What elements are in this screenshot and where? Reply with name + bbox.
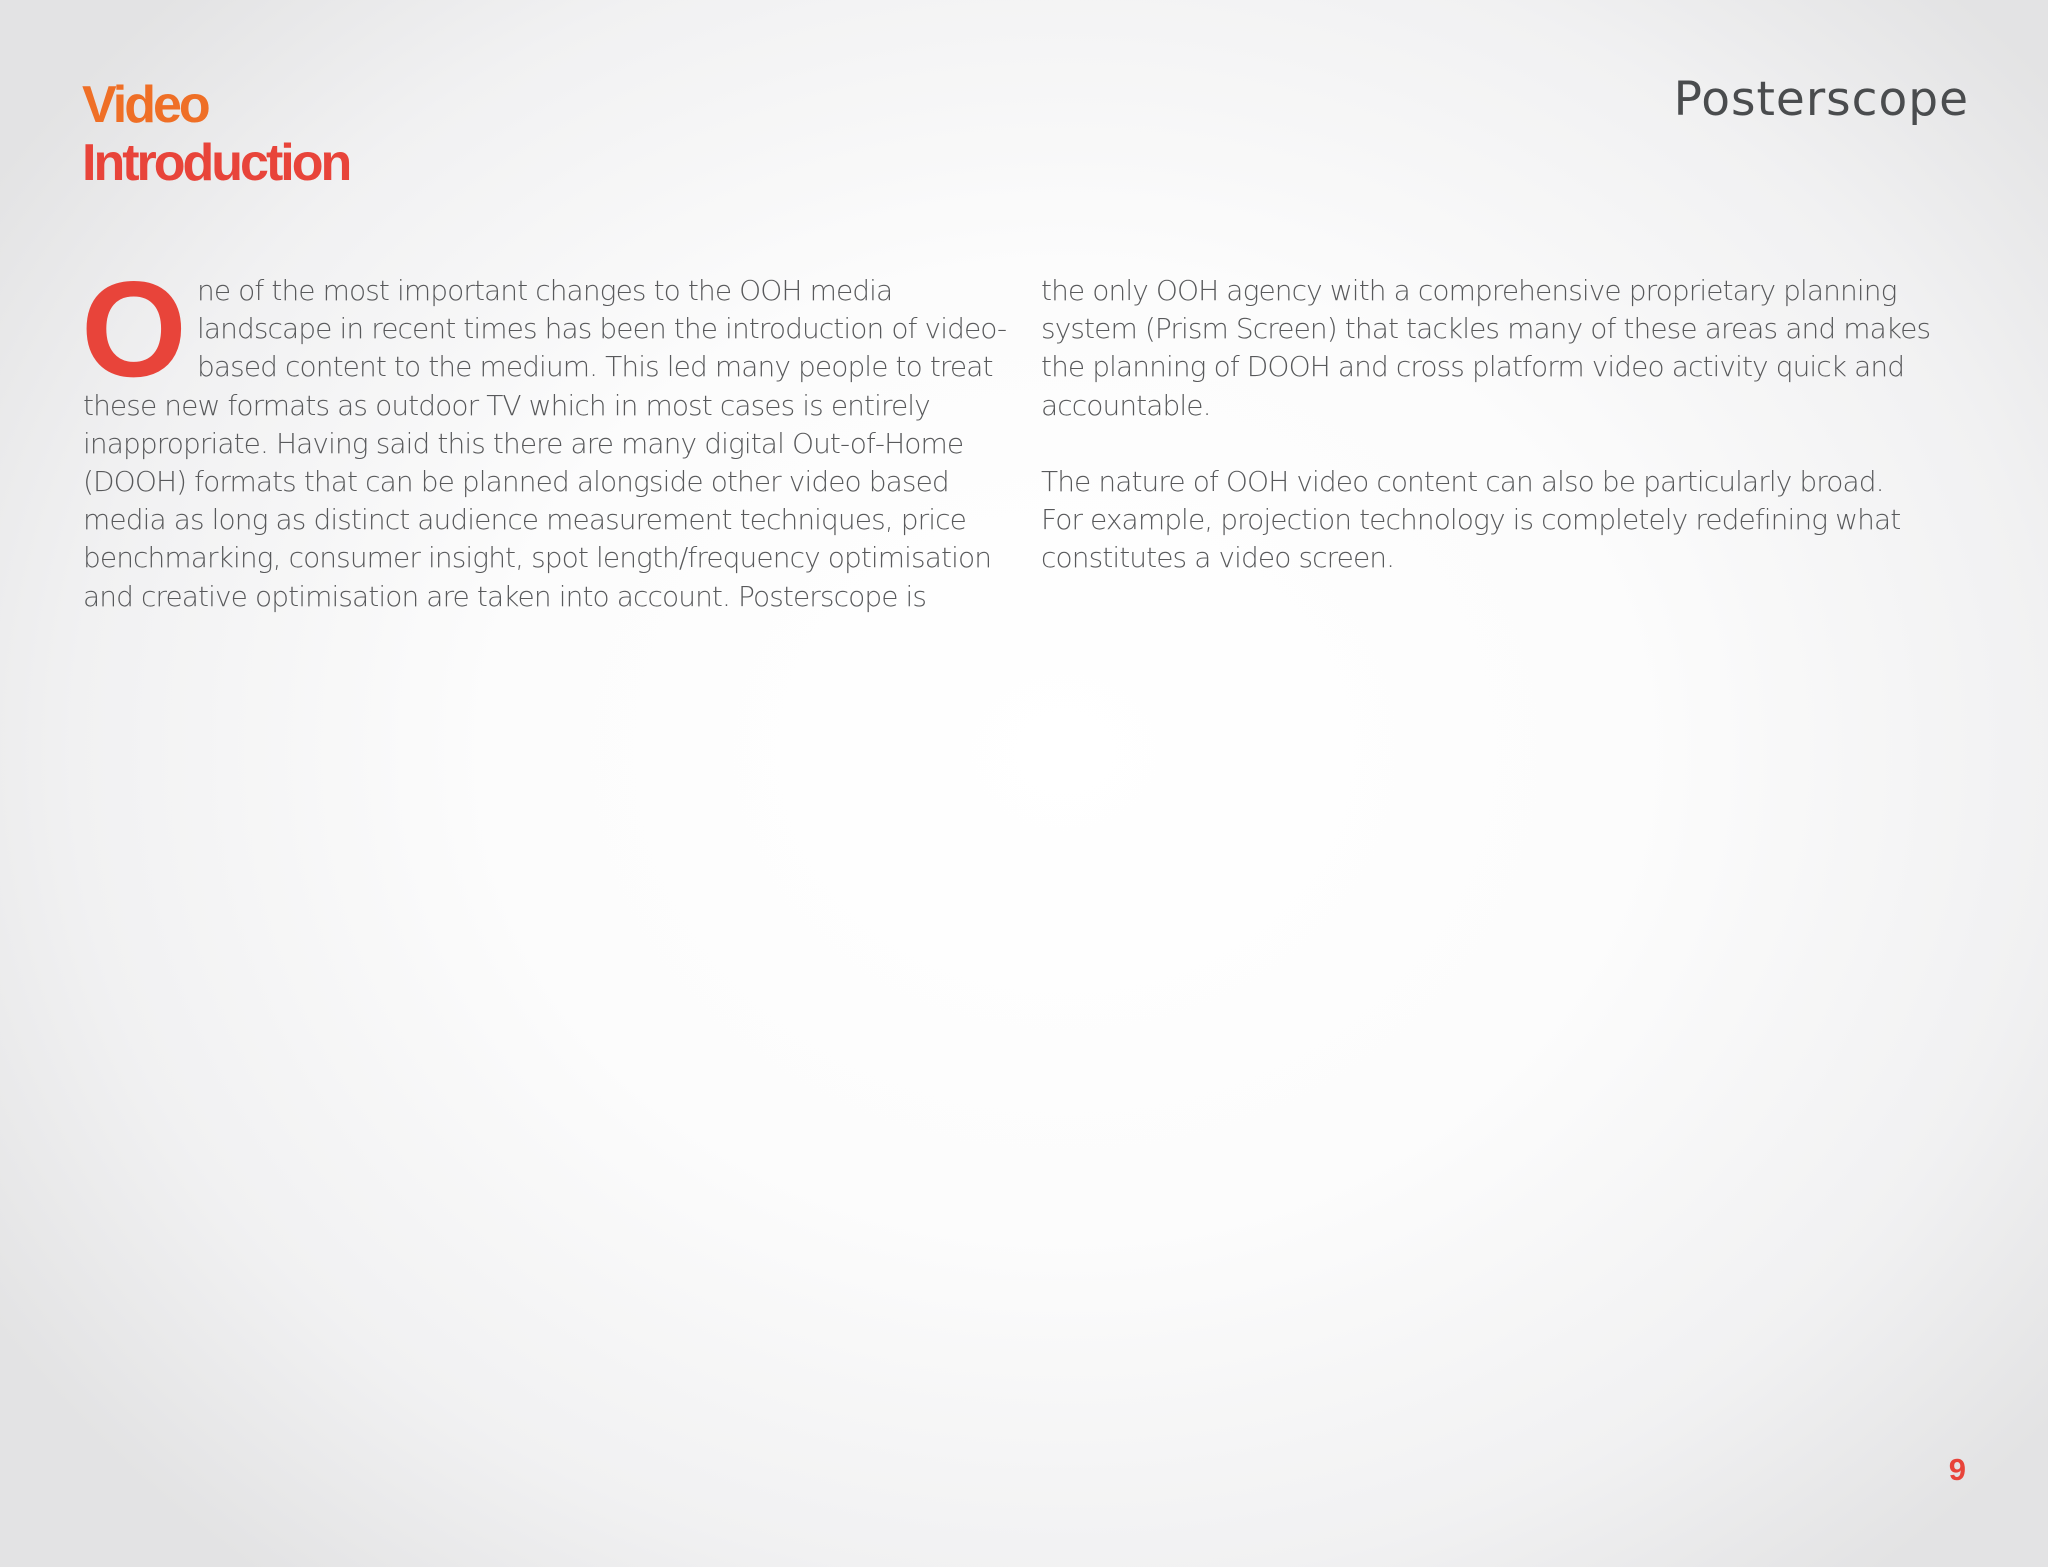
title-line-video: Video — [82, 76, 208, 134]
left-column — [81, 253, 1013, 616]
text-line: the planning of DOOH and cross platform video activity quick and — [1041, 350, 1905, 384]
right-column — [1041, 272, 1961, 578]
text-line: media as long as distinct audience measurement techniques, price — [83, 503, 966, 537]
text-line: landscape in recent times has been the introduction of video- — [197, 312, 1007, 346]
intro-paragraph — [81, 253, 1013, 616]
text-line: For example, projection technology is completely redefining what — [1041, 503, 1901, 537]
text-line: accountable. — [1041, 388, 1211, 422]
text-line: and creative optimisation are taken into account. Posterscope is — [83, 579, 927, 613]
text-line: based content to the medium. This led many people to treat — [197, 350, 993, 384]
page-number: 9 — [1948, 1452, 1966, 1487]
title-line-introduction: Introduction — [82, 134, 350, 192]
text-line: benchmarking, consumer insight, spot length/frequency optimisation — [83, 541, 992, 575]
drop-cap: O — [81, 253, 187, 405]
brand-logo-text: Posterscope — [1673, 72, 1969, 127]
text-line: inappropriate. Having said this there are many digital Out-of-Home — [83, 426, 964, 460]
text-line: system (Prism Screen) that tackles many of these areas and makes — [1041, 312, 1931, 346]
text-line: these new formats as outdoor TV which in most cases is entirely — [83, 388, 930, 422]
text-line: ne of the most important changes to the OOH media — [197, 274, 893, 307]
video-content-paragraph — [1041, 463, 1961, 578]
page-title — [82, 76, 349, 192]
text-line: the only OOH agency with a comprehensive proprietary planning — [1041, 274, 1897, 307]
continuation-paragraph — [1041, 272, 1961, 425]
text-line: (DOOH) formats that can be planned alongside other video based — [83, 465, 949, 499]
text-line: The nature of OOH video content can also be particularly broad. — [1041, 465, 1884, 498]
text-line: constitutes a video screen. — [1041, 541, 1395, 575]
